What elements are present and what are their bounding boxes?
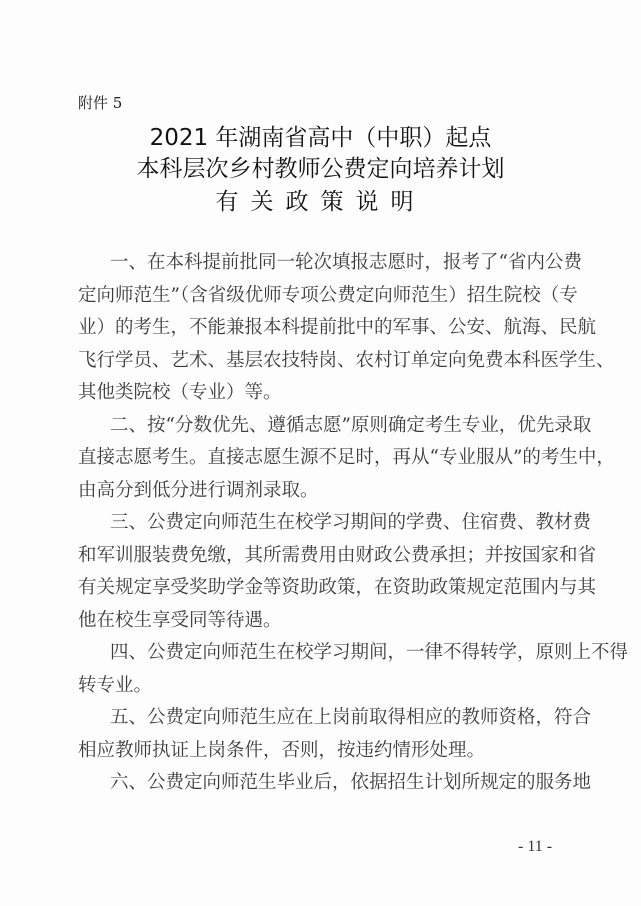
paragraph-3-line: 他在校生享受同等待遇。 <box>78 609 282 631</box>
paragraph-1-line: 一、在本科提前批同一轮次填报志愿时，报考了“省内公费 <box>110 252 582 273</box>
paragraph-1-line: 业）的考生，不能兼报本科提前批中的军事、公安、航海、民航 <box>78 317 597 338</box>
page-number: - 11 - <box>518 838 553 855</box>
paragraph-3-line: 三、公费定向师范生在校学习期间的学费、住宿费、教材费 <box>110 512 592 533</box>
paragraph-3-line: 和军训服装费免缴，其所需费用由财政公费承担；并按国家和省 <box>78 544 597 566</box>
paragraph-4-line: 四、公费定向师范生在校学习期间，一律不得转学，原则上不得 <box>110 642 629 663</box>
paragraph-5-line: 五、公费定向师范生应在上岗前取得相应的教师资格，符合 <box>110 707 592 728</box>
paragraph-6-line: 六、公费定向师范生毕业后，依据招生计划所规定的服务地 <box>110 772 592 793</box>
paragraph-2-line: 二、按“分数优先、遵循志愿”原则确定考生专业，优先录取 <box>110 414 592 436</box>
document-title-line-1: 2021 年湖南省高中（中职）起点 <box>149 125 492 151</box>
attachment-label: 附件 5 <box>78 94 123 112</box>
document-title-line-3: 有关政策说明 <box>215 189 426 215</box>
paragraph-2-line: 由高分到低分进行调剂录取。 <box>78 479 319 501</box>
paragraph-5-line: 相应教师执证上岗条件，否则，按违约情形处理。 <box>78 739 486 761</box>
paragraph-4-line: 转专业。 <box>78 674 153 696</box>
paragraph-1-line: 其他类院校（专业）等。 <box>78 382 282 403</box>
paragraph-1-line: 定向师范生”（含省级优师专项公费定向师范生）招生院校（专 <box>78 284 578 306</box>
paragraph-2-line: 直接志愿考生。直接志愿生源不足时，再从“专业服从”的考生中， <box>78 447 615 468</box>
paragraph-1-line: 飞行学员、艺术、基层农技特岗、农村订单定向免费本科医学生、 <box>78 349 615 371</box>
paragraph-3-line: 有关规定享受奖助学金等资助政策，在资助政策规定范围内与其 <box>78 577 597 598</box>
document-title-line-2: 本科层次乡村教师公费定向培养计划 <box>136 156 505 182</box>
